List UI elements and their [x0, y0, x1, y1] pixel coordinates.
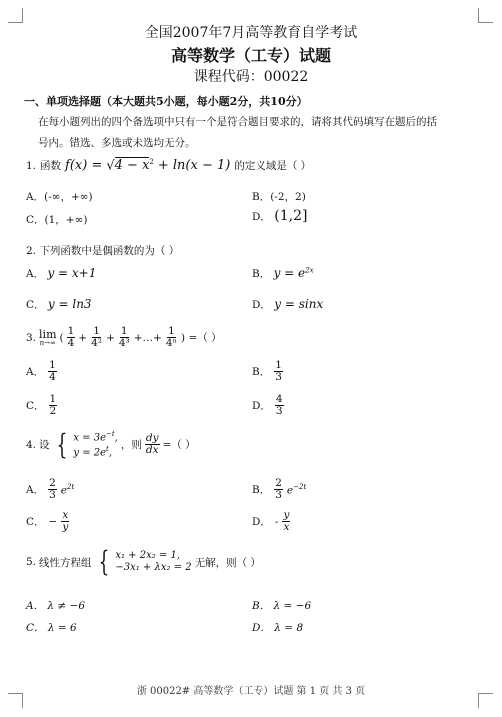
- option-label: B．: [252, 268, 271, 280]
- question-number: 4.: [26, 438, 37, 451]
- question-number: 5.: [26, 556, 37, 568]
- term-3: $\frac{1}{\text{4³}}$: [118, 325, 130, 350]
- option-value: (1,2]: [274, 208, 308, 224]
- option-label: D．: [252, 299, 271, 311]
- option-label: C．: [26, 299, 45, 311]
- option-value: y = ln3: [47, 297, 92, 311]
- fraction: $\frac{4}{3}$: [275, 393, 283, 418]
- instructions-line-2: 号内。错选、多选或未选均无分。: [38, 137, 196, 149]
- derivative: $\frac{dy}{dx}$: [145, 432, 159, 457]
- q2-option-c[interactable]: [26, 297, 92, 312]
- q1-option-d[interactable]: [252, 208, 307, 224]
- fraction: $\frac{x}{y}$: [62, 509, 69, 534]
- exam-title: 全国2007年7月高等教育自学考试: [144, 25, 358, 41]
- fraction: $\frac{1}{3}$: [275, 359, 282, 384]
- option-label: D．: [252, 211, 271, 223]
- q4-option-c[interactable]: C． − $\frac{x}{y}$: [26, 509, 69, 534]
- q5-option-d[interactable]: D． λ = 8: [252, 622, 304, 634]
- stem-suffix: 的定义域是（ ）: [234, 160, 312, 173]
- question-1-stem: [26, 158, 311, 173]
- stem-end: ) =（ ）: [181, 332, 222, 345]
- q4-option-d[interactable]: D． - $\frac{y}{x}$: [252, 509, 290, 534]
- question-number: 1.: [26, 159, 37, 172]
- ellipsis: +…+: [133, 331, 162, 344]
- option-value: y = sinx: [274, 297, 324, 311]
- q5-option-b[interactable]: B． λ = −6: [252, 600, 312, 612]
- exam-subject: 高等数学（工专）试题: [170, 46, 331, 65]
- stem-prefix: 线性方程组: [39, 556, 92, 569]
- q1-option-b[interactable]: B．(-2，2): [252, 191, 306, 203]
- stem-text: 下列函数中是偶函数的为（ ）: [39, 245, 180, 257]
- q1-option-a[interactable]: A．(-∞，+∞): [26, 191, 93, 203]
- option-label: A．: [26, 268, 45, 280]
- sqrt-expression: $√4 - x^2$: [106, 158, 154, 174]
- brace: {: [98, 545, 109, 578]
- q4-option-b[interactable]: B． $\frac{2}{3}$ $e^{-2t}$: [252, 477, 307, 502]
- q3-option-c[interactable]: C． $\frac{1}{2}$: [26, 393, 57, 418]
- term-n: $\frac{1}{\text{4ⁿ}}$: [165, 325, 178, 350]
- option-value: y = e: [273, 266, 306, 280]
- question-2-stem: [26, 243, 179, 258]
- function-label: f(x) =: [65, 158, 103, 174]
- q1-option-c[interactable]: C．(1，+∞): [26, 214, 88, 226]
- exponent: 2x: [305, 266, 314, 275]
- stem-prefix: 函数: [40, 160, 62, 173]
- option-value: y = x+1: [47, 266, 97, 280]
- course-code: 课程代码：00022: [193, 69, 309, 85]
- section-heading: 一、单项选择题（本大题共5小题，每小题2分，共10分）: [24, 95, 308, 108]
- fraction: $\frac{1}{2}$: [49, 393, 57, 418]
- q3-option-a[interactable]: A． $\frac{1}{4}$: [26, 359, 56, 384]
- then-text: ，则: [120, 439, 142, 452]
- instructions-line-1: 在每小题列出的四个备选项中只有一个是符合题目要求的，请将其代码填写在题后的括: [38, 116, 437, 128]
- page-footer: 浙 00022# 高等数学（工专）试题 第 1 页 共 3 页: [136, 686, 366, 697]
- stem-end: =（ ）: [162, 439, 196, 452]
- q2-option-a[interactable]: [26, 266, 96, 281]
- fraction: $\frac{2}{3}$: [275, 477, 282, 502]
- stem-suffix: 无解，则（ ）: [194, 556, 261, 569]
- question-3-stem: 3. lim n→∞ ( $\frac{1}{4}$ + $\frac{1}{\text{4²}}$ + $\frac{1}{\text{4³}}$ +…+ $\frac{1}{\text{4ⁿ}}$ ) =（ ）: [26, 325, 222, 350]
- term-1: $\frac{1}{4}$: [67, 325, 75, 350]
- q4-option-a[interactable]: A． $\frac{2}{3}$ $e^{2t}$: [26, 477, 75, 502]
- q5-option-a[interactable]: A． λ ≠ −6: [26, 600, 86, 612]
- crop-mark-top-left: [8, 8, 23, 23]
- limit: lim n→∞: [39, 327, 57, 347]
- stem-prefix: 设: [39, 439, 50, 452]
- crop-mark-top-right: [478, 8, 493, 23]
- q2-option-b[interactable]: [252, 266, 314, 281]
- q3-option-d[interactable]: D． $\frac{4}{3}$: [252, 393, 283, 418]
- brace: {: [56, 427, 67, 461]
- linear-system: x₁ + 2x₂ = 1, −3x₁ + λx₂ = 2: [115, 549, 192, 573]
- fraction: $\frac{1}{4}$: [49, 359, 56, 384]
- q3-option-b[interactable]: B． $\frac{1}{3}$: [252, 359, 282, 384]
- ln-term: + ln(x − 1): [157, 158, 231, 174]
- parametric-system: $x = 3e^{-t}$, $y = 2e^t$,: [73, 430, 118, 459]
- question-number: 2.: [26, 245, 37, 257]
- term-2: $\frac{1}{\text{4²}}$: [91, 325, 102, 350]
- q5-option-c[interactable]: C． λ = 6: [26, 622, 77, 634]
- q2-option-d[interactable]: [252, 297, 323, 312]
- question-5-stem: [26, 545, 261, 578]
- question-number: 3.: [26, 331, 37, 344]
- question-4-stem: [26, 427, 196, 461]
- fraction: $\frac{2}{3}$: [49, 477, 56, 502]
- fraction: $\frac{y}{x}$: [283, 509, 290, 534]
